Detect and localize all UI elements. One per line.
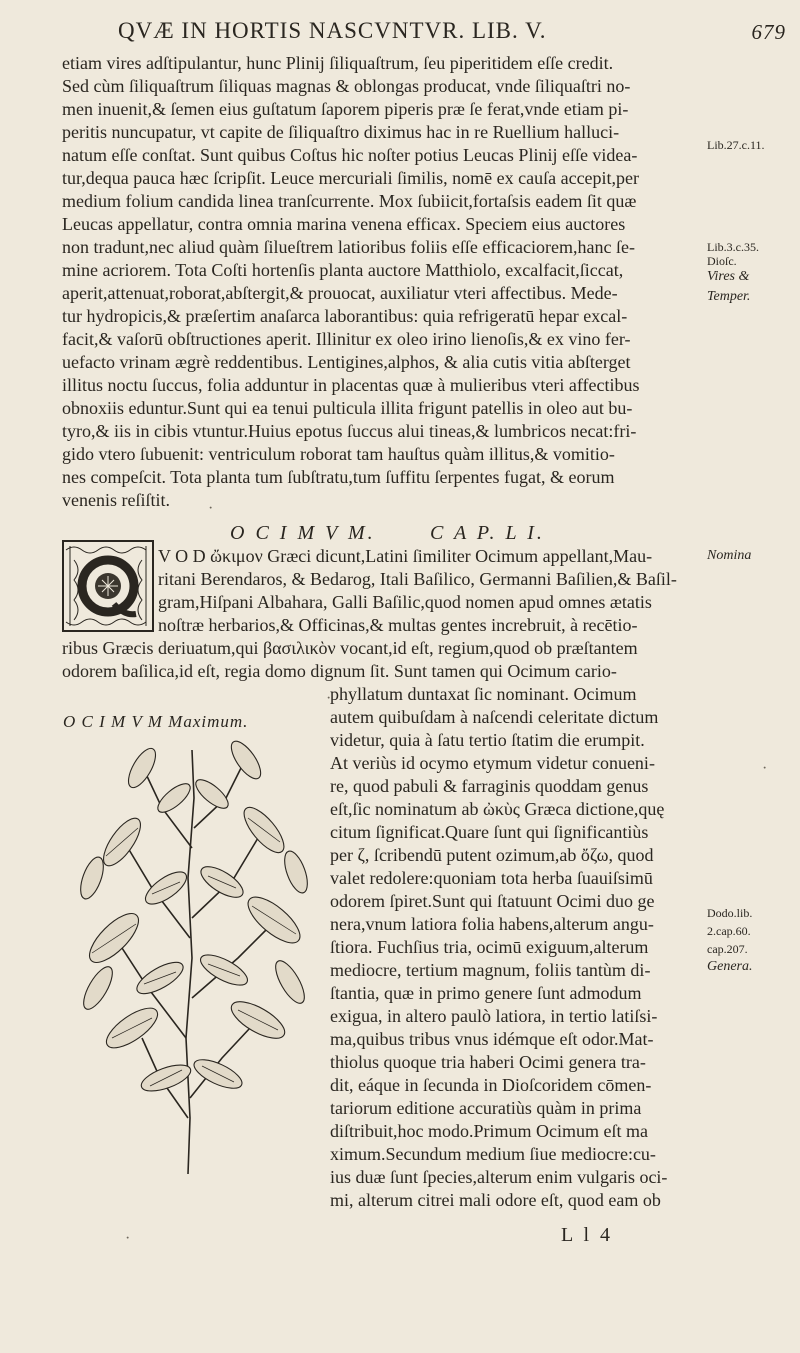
ink-speck: · bbox=[762, 760, 768, 777]
text-line: mine acriorem. Tota Coſti hortenſis planta auctore Matthiolo, excalfacit,ſiccat, bbox=[62, 260, 624, 280]
text-line: gido vtero ſubuenit: ventriculum roborat tam hauſtus quàm illitus,& vomitio- bbox=[62, 444, 615, 464]
margin-note: Lib.27.c.11. bbox=[707, 138, 765, 152]
text-line: videtur, quia à ſatu tertio ſtatim die erumpit. bbox=[330, 730, 645, 750]
text-line: tur hydropicis,& præſertim anaſarca laborantibus: quia refrigeratū hepar excal- bbox=[62, 306, 628, 326]
text-line: eſt,ſic nominatum ab ὠκὺς Græca dictione,quę bbox=[330, 799, 665, 819]
text-line: tariorum editione accuratiùs quàm in prima bbox=[330, 1098, 642, 1118]
margin-note: Lib.3.c.35. bbox=[707, 240, 759, 254]
page-number: 679 bbox=[751, 20, 786, 44]
chapter-number: C A P. L I. bbox=[430, 522, 545, 544]
header-title: QVÆ IN HORTIS NASCVNTVR. LIB. V. bbox=[118, 18, 547, 43]
text-line: nes compeſcit. Tota planta tum ſubſtratu,tum ſuffitu ſerpentes fugat, & eorum bbox=[62, 467, 615, 487]
text-line: peritis nuncupatur, vt capite de ſiliquaſtro diximus hac in re Ruellium halluci- bbox=[62, 122, 620, 142]
basil-plant-illustration bbox=[62, 738, 320, 1176]
text-line: Leucas appellatur, contra omnia marina venena efficax. Speciem eius auctores bbox=[62, 214, 626, 234]
chapter-title: O C I M V M. bbox=[230, 522, 376, 544]
text-line: ſtiora. Fuchſius tria, ocimū exiguum,alterum bbox=[330, 937, 649, 957]
text-line: ribus Græcis deriuatum,qui βασιλικὸν vocant,id eſt, regium,quod ob præſtantem bbox=[62, 638, 638, 658]
text-line: facit,& vaſorū obſtructiones aperit. Illinitur ex oleo irino lienoſis,& ex vino fer- bbox=[62, 329, 631, 349]
margin-note: Temper. bbox=[707, 289, 751, 304]
margin-note: Dioſc. bbox=[707, 254, 737, 268]
text-line: ritani Berendaros, & Bedarog, Itali Baſilico, Germanni Baſilien,& Baſil- bbox=[158, 569, 677, 589]
text-line: Sed cùm ſiliquaſtrum ſiliquas magnas & oblongas producat, vnde ſiliquaſtri no- bbox=[62, 76, 631, 96]
text-line: mi, alterum citrei mali odore eſt, quod eam ob bbox=[330, 1190, 661, 1210]
text-line: illitus noctu ſuccus, folia adduntur in placentas quæ à mulieribus vteri affectibus bbox=[62, 375, 640, 395]
ink-speck: · bbox=[326, 690, 332, 707]
text-line: mediocre, tertium magnum, foliis tantùm di- bbox=[330, 960, 651, 980]
text-line: medium folium candida linea tranſcurrente. Mox ſubiicit,fortaſsis eadem ſit quæ bbox=[62, 191, 637, 211]
text-line: men inuenit,& ſemen eius guſtatum ſaporem piperis præ ſe ferat,vnde etiam pi- bbox=[62, 99, 629, 119]
text-line: non tradunt,nec aliud quàm ſilueſtrem latioribus foliis eſſe efficaciorem,hanc ſe- bbox=[62, 237, 635, 257]
margin-note: Genera. bbox=[707, 959, 753, 974]
text-line: ximum.Secundum medium ſiue mediocre:cu- bbox=[330, 1144, 656, 1164]
margin-note: cap.207. bbox=[707, 942, 748, 956]
text-line: aperit,attenuat,roborat,abſtergit,& prouocat, auxiliatur vteri affectibus. Mede- bbox=[62, 283, 618, 303]
text-line: obnoxiis eduntur.Sunt qui ea tenui pulticula illita frigunt patellis in oleo aut bu- bbox=[62, 398, 633, 418]
text-line: exigua, in altero paulò latiora, in tertio latiſsi- bbox=[330, 1006, 658, 1026]
text-line: tyro,& iis in cibis vtuntur.Huius epotus ſuccus alui tineas,& lumbricos necat:fri- bbox=[62, 421, 637, 441]
text-line: noſtræ herbarios,& Officinas,& multas gentes increbruit, à recētio- bbox=[158, 615, 638, 635]
running-header bbox=[118, 18, 786, 48]
text-line: ma,quibus tribus vnus idémque eſt odor.Mat- bbox=[330, 1029, 654, 1049]
text-line: thiolus quoque tria haberi Ocimi genera tra- bbox=[330, 1052, 646, 1072]
text-line: gram,Hiſpani Albahara, Galli Baſilic,quod nomen apud omnes ætatis bbox=[158, 592, 652, 612]
margin-note: 2.cap.60. bbox=[707, 924, 751, 938]
text-line: odorem baſilica,id eſt, regia domo dignum ſit. Sunt tamen qui Ocimum cario- bbox=[62, 661, 617, 681]
text-line: autem quibuſdam à naſcendi celeritate dictum bbox=[330, 707, 659, 727]
text-line: venenis reſiſtit. bbox=[62, 490, 170, 510]
margin-note: Nomina bbox=[707, 548, 752, 563]
text-line: re, quod pabuli & farraginis quoddam genus bbox=[330, 776, 649, 796]
text-line: tur,dequa pauca hæc ſcripſit. Leuce mercuriali ſimilis, nomē ex cauſa accepit,per bbox=[62, 168, 640, 188]
ink-speck: · bbox=[125, 1230, 131, 1247]
ink-speck: · bbox=[208, 500, 214, 517]
text-line: citum ſignificat.Quare ſunt qui ſignificantiùs bbox=[330, 822, 649, 842]
text-line: etiam vires adſtipulantur, hunc Plinij ſiliquaſtrum, ſeu piperitidem eſſe credit. bbox=[62, 53, 614, 73]
text-line: nera,vnum latiora folia habens,alterum angu- bbox=[330, 914, 654, 934]
text-line: V O D ὤκιμον Græci dicunt,Latini ſimiliter Ocimum appellant,Mau- bbox=[158, 546, 653, 566]
text-line: natum eſſe conſtat. Sunt quibus Coſtus hic noſter potius Leucas Plinij eſſe videa- bbox=[62, 145, 638, 165]
text-line: ius duæ ſunt ſpecies,alterum enim vulgaris oci- bbox=[330, 1167, 668, 1187]
text-line: per ζ, ſcribendū putent ozimum,ab ὄζω, quod bbox=[330, 845, 654, 865]
text-line: diſtribuit,hoc modo.Primum Ocimum eſt ma bbox=[330, 1121, 648, 1141]
margin-note: Dodo.lib. bbox=[707, 906, 753, 920]
figure-caption: O C I M V M Maximum. bbox=[63, 712, 249, 731]
text-line: uefacto vrinam ægrè reddentibus. Lentigines,alphos, & alia cutis vitia abſterget bbox=[62, 352, 631, 372]
text-line: ſtantia, quæ in primo genere ſunt admodum bbox=[330, 983, 642, 1003]
text-line: odorem ſpiret.Sunt qui ſtatuunt Ocimi duo ge bbox=[330, 891, 655, 911]
text-line: valet redolere:quoniam tota herba ſuauiſsimū bbox=[330, 868, 653, 888]
margin-note: Vires & bbox=[707, 269, 750, 284]
text-line: At veriùs id ocymo etymum videtur conueni- bbox=[330, 753, 655, 773]
text-line: phyllatum duntaxat ſic nominant. Ocimum bbox=[330, 684, 637, 704]
decorated-initial-q bbox=[62, 540, 154, 632]
text-line: dit, eáque in ſecunda in Dioſcoridem cōmen- bbox=[330, 1075, 652, 1095]
signature-mark: L l 4 bbox=[561, 1224, 614, 1246]
